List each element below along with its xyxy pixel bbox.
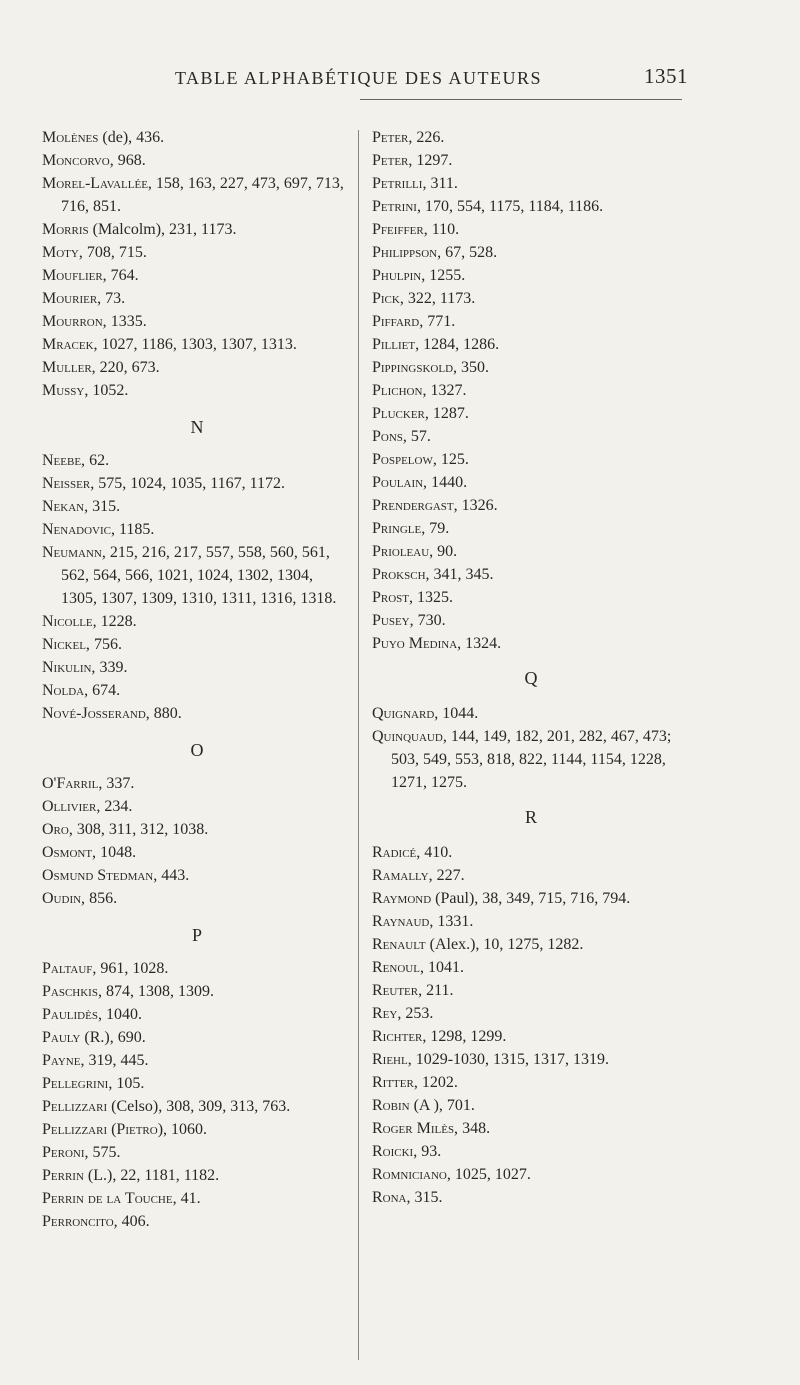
index-entry: [372, 864, 690, 887]
page-references: 62.: [89, 452, 110, 469]
author-name: Prost,: [372, 589, 414, 606]
author-name: Riehl,: [372, 1051, 412, 1068]
index-entry: [42, 887, 352, 910]
author-name: Puyo Medina,: [372, 635, 462, 652]
page-references: 79.: [429, 520, 450, 537]
page-references: 1335.: [110, 313, 147, 330]
page-references: 1025, 1027.: [454, 1166, 531, 1183]
author-name: Raynaud,: [372, 913, 434, 930]
page-references: 234.: [104, 798, 133, 815]
page-references: 1052.: [92, 382, 129, 399]
page-references: 575.: [92, 1144, 121, 1161]
index-entry: [372, 126, 690, 149]
index-entry: [42, 633, 352, 656]
page-references: 319, 445.: [88, 1052, 149, 1069]
index-entry: [42, 472, 352, 495]
author-name: Pons,: [372, 428, 407, 445]
section-letter-n: N: [190, 417, 204, 437]
author-name: Moty,: [42, 244, 83, 261]
index-entry: [42, 126, 352, 149]
page-references: 410.: [424, 844, 453, 861]
page-references: 308, 311, 312, 1038.: [76, 821, 209, 838]
page-references: 341, 345.: [433, 566, 494, 583]
page-references: 1298, 1299.: [430, 1028, 507, 1045]
index-entry: [42, 864, 352, 887]
author-name: Mourier,: [42, 290, 102, 307]
header-rule: [360, 99, 682, 100]
page-references: 253.: [405, 1005, 434, 1022]
page-references: 226.: [416, 129, 445, 146]
page-references: (L.), 22, 1181, 1182.: [87, 1167, 220, 1184]
index-entry: [372, 702, 690, 725]
index-entry: [42, 1095, 352, 1118]
index-entry: [42, 1118, 352, 1141]
author-name: Pellegrini,: [42, 1075, 113, 1092]
index-entry: [372, 887, 690, 910]
index-entry: [42, 264, 352, 287]
index-entry: [372, 333, 690, 356]
author-name: Rey,: [372, 1005, 402, 1022]
page-references: 144, 149, 182, 201, 282, 467, 473; 503, 549, 553, 818, 822, 1144, 1154, 1228, 1271, 1275.: [391, 728, 672, 791]
section-letter-p: P: [191, 925, 202, 945]
author-name: Petrini,: [372, 198, 421, 215]
page-references: 105.: [116, 1075, 145, 1092]
page-references: 1255.: [429, 267, 466, 284]
index-entry: [42, 356, 352, 379]
index-entry: [42, 287, 352, 310]
author-name: Neisser,: [42, 475, 95, 492]
index-entry: [372, 517, 690, 540]
page-references: 1060.: [171, 1121, 208, 1138]
page-references: 1029-1030, 1315, 1317, 1319.: [415, 1051, 610, 1068]
index-entry: [372, 540, 690, 563]
author-name: Pringle,: [372, 520, 426, 537]
left-column: [42, 126, 352, 1233]
column-divider: [358, 130, 359, 1360]
author-name: O'Farril,: [42, 775, 103, 792]
index-entry: [42, 980, 352, 1003]
page-references: 961, 1028.: [100, 960, 169, 977]
page-references: (R.), 690.: [84, 1029, 146, 1046]
author-group-p-cont: [372, 126, 690, 655]
page-references: 211.: [426, 982, 454, 999]
author-name: Petrilli,: [372, 175, 427, 192]
page-references: 1041.: [427, 959, 464, 976]
page-references: 1440.: [431, 474, 468, 491]
index-entry: [42, 149, 352, 172]
author-name: Quinquaud,: [372, 728, 447, 745]
author-group-o: [42, 772, 352, 910]
index-entry: [372, 1117, 690, 1140]
author-name: Paschkis,: [42, 983, 102, 1000]
index-entry: [372, 956, 690, 979]
page-references: (de), 436.: [102, 129, 165, 146]
page-references: 1331.: [437, 913, 474, 930]
author-name: Roger Milès,: [372, 1120, 459, 1137]
page-references: (Alex.), 10, 1275, 1282.: [429, 936, 584, 953]
page-references: 93.: [421, 1143, 442, 1160]
page-references: 348.: [462, 1120, 491, 1137]
author-name: Poulain,: [372, 474, 428, 491]
index-entry: [372, 425, 690, 448]
page-references: 443.: [161, 867, 190, 884]
author-name: Nenadovic,: [42, 521, 115, 538]
author-name: Moncorvo,: [42, 152, 114, 169]
author-name: Pellizzari (Pietro),: [42, 1121, 168, 1138]
index-entry: [42, 333, 352, 356]
page-references: 311.: [430, 175, 458, 192]
author-name: Nickel,: [42, 636, 90, 653]
index-entry: [372, 979, 690, 1002]
index-entry: [372, 563, 690, 586]
page-references: 1324.: [465, 635, 502, 652]
index-entry: [372, 402, 690, 425]
page-references: 67, 528.: [445, 244, 498, 261]
section-letter-r: R: [524, 807, 537, 827]
author-name: Pilliet,: [372, 336, 420, 353]
author-name: Perroncito,: [42, 1213, 118, 1230]
author-name: Peter,: [372, 129, 413, 146]
index-entry: [42, 841, 352, 864]
page-references: 856.: [89, 890, 118, 907]
page-references: 968.: [117, 152, 146, 169]
author-name: Prioleau,: [372, 543, 434, 560]
page-references: 227.: [436, 867, 465, 884]
index-entry: [42, 518, 352, 541]
author-name: Osmund Stedman,: [42, 867, 158, 884]
author-name: Rona,: [372, 1189, 411, 1206]
author-name: Nové-Josserand,: [42, 705, 150, 722]
page-references: 110.: [431, 221, 460, 238]
author-name: Prendergast,: [372, 497, 458, 514]
author-name: Payne,: [42, 1052, 85, 1069]
page-references: 1044.: [442, 705, 479, 722]
running-title: TABLE ALPHABÉTIQUE DES AUTEURS: [175, 68, 543, 88]
index-entry: [372, 149, 690, 172]
index-entry: [372, 1048, 690, 1071]
author-name: Neebe,: [42, 452, 86, 469]
index-entry: [372, 356, 690, 379]
author-name: Perrin de la Touche,: [42, 1190, 177, 1207]
author-name: Nolda,: [42, 682, 89, 699]
author-name: Oudin,: [42, 890, 86, 907]
page-references: 170, 554, 1175, 1184, 1186.: [424, 198, 604, 215]
author-name: Nicolle,: [42, 613, 97, 630]
page-references: 674.: [92, 682, 121, 699]
page-references: 1027, 1186, 1303, 1307, 1313.: [101, 336, 297, 353]
index-entry: [372, 1071, 690, 1094]
author-name: Nekan,: [42, 498, 89, 515]
page-references: 1287.: [432, 405, 469, 422]
author-group-q: [372, 702, 690, 794]
author-name: Quignard,: [372, 705, 439, 722]
index-entry: [42, 610, 352, 633]
author-name: Oro,: [42, 821, 73, 838]
index-entry: [42, 541, 352, 610]
index-entry: [42, 218, 352, 241]
author-name: Raymond: [372, 890, 432, 907]
index-entry: [372, 609, 690, 632]
page-references: 90.: [437, 543, 458, 560]
page-references: 756.: [93, 636, 122, 653]
page-references: 575, 1024, 1035, 1167, 1172.: [98, 475, 286, 492]
page-references: 1327.: [430, 382, 467, 399]
author-name: Pick,: [372, 290, 404, 307]
author-name: Renoul,: [372, 959, 424, 976]
index-entry: [372, 379, 690, 402]
index-entry: [372, 910, 690, 933]
page-references: 337.: [106, 775, 135, 792]
author-name: Nikulin,: [42, 659, 96, 676]
index-entry: [372, 1186, 690, 1209]
index-entry: [372, 586, 690, 609]
author-name: Pauly: [42, 1029, 81, 1046]
page-references: 125.: [440, 451, 469, 468]
index-entry: [372, 1140, 690, 1163]
author-name: Paulidès,: [42, 1006, 102, 1023]
author-name: Morris: [42, 221, 89, 238]
page-references: 322, 1173.: [407, 290, 476, 307]
page-references: 406.: [121, 1213, 150, 1230]
author-name: Perrin: [42, 1167, 84, 1184]
page-references: 41.: [180, 1190, 201, 1207]
page-references: 1297.: [416, 152, 453, 169]
author-name: Pospelow,: [372, 451, 437, 468]
author-name: Neumann,: [42, 544, 106, 561]
page-references: 1284, 1286.: [423, 336, 500, 353]
author-name: Mussy,: [42, 382, 89, 399]
author-name: Pellizzari: [42, 1098, 108, 1115]
index-entry: [372, 310, 690, 333]
section-letter-o: O: [190, 740, 204, 760]
page-references: 57.: [410, 428, 431, 445]
author-name: Pusey,: [372, 612, 414, 629]
author-name: Peroni,: [42, 1144, 89, 1161]
index-entry: [42, 1187, 352, 1210]
index-entry: [42, 702, 352, 725]
author-name: Roicki,: [372, 1143, 418, 1160]
index-entry: [372, 448, 690, 471]
page-references: 764.: [110, 267, 139, 284]
index-entry: [42, 1141, 352, 1164]
author-name: Ritter,: [372, 1074, 418, 1091]
page-references: (Malcolm), 231, 1173.: [92, 221, 237, 238]
author-name: Molènes: [42, 129, 99, 146]
author-name: Proksch,: [372, 566, 430, 583]
author-name: Mouflier,: [42, 267, 107, 284]
index-entry: [42, 1049, 352, 1072]
page-references: (Celso), 308, 309, 313, 763.: [111, 1098, 291, 1115]
index-entry: [42, 818, 352, 841]
index-entry: [372, 841, 690, 864]
index-entry: [42, 1026, 352, 1049]
author-name: Paltauf,: [42, 960, 97, 977]
author-group-n: [42, 449, 352, 725]
index-entry: [42, 1072, 352, 1095]
index-entry: [372, 1002, 690, 1025]
page-references: 315.: [414, 1189, 443, 1206]
author-name: Ramally,: [372, 867, 433, 884]
page-references: 158, 163, 227, 473, 697, 713, 716, 851.: [61, 175, 344, 215]
index-entry: [42, 772, 352, 795]
index-entry: [372, 1025, 690, 1048]
index-entry: [372, 933, 690, 956]
page-references: 730.: [417, 612, 446, 629]
index-entry: [42, 449, 352, 472]
index-entry: [42, 1003, 352, 1026]
author-name: Pippingskold,: [372, 359, 458, 376]
author-name: Radicé,: [372, 844, 421, 861]
page-references: 220, 673.: [99, 359, 160, 376]
page-references: 1048.: [100, 844, 137, 861]
index-entry: [372, 287, 690, 310]
page-references: 1325.: [417, 589, 454, 606]
page-references: (A ), 701.: [413, 1097, 475, 1114]
author-name: Robin: [372, 1097, 410, 1114]
index-entry: [372, 1094, 690, 1117]
index-entry: [372, 241, 690, 264]
page-references: 880.: [153, 705, 182, 722]
page-references: 339.: [99, 659, 128, 676]
index-entry: [372, 172, 690, 195]
right-column: [372, 126, 690, 1209]
page-references: 350.: [461, 359, 490, 376]
index-entry: [372, 471, 690, 494]
page-references: 215, 216, 217, 557, 558, 560, 561, 562, 564, 566, 1021, 1024, 1302, 1304, 1305, 1307, 1309, 1310, 1311, 1316, 1318.: [61, 544, 337, 607]
page-references: 771.: [427, 313, 456, 330]
page-references: 1202.: [421, 1074, 458, 1091]
author-name: Philippson,: [372, 244, 442, 261]
page-references: 315.: [92, 498, 121, 515]
author-name: Romniciano,: [372, 1166, 451, 1183]
author-name: Renault: [372, 936, 426, 953]
page-references: 874, 1308, 1309.: [105, 983, 214, 1000]
author-name: Piffard,: [372, 313, 424, 330]
index-entry: [42, 241, 352, 264]
page-references: 708, 715.: [86, 244, 147, 261]
author-name: Reuter,: [372, 982, 423, 999]
author-group-p: [42, 957, 352, 1233]
index-entry: [372, 725, 690, 794]
index-entry: [42, 679, 352, 702]
author-name: Peter,: [372, 152, 413, 169]
page-number: 1351: [644, 64, 688, 88]
index-entry: [42, 379, 352, 402]
index-entry: [42, 310, 352, 333]
page-references: 1040.: [105, 1006, 142, 1023]
index-entry: [42, 1210, 352, 1233]
author-name: Mourron,: [42, 313, 107, 330]
section-letter-q: Q: [524, 668, 538, 688]
author-group-r: [372, 841, 690, 1209]
page-references: 73.: [105, 290, 126, 307]
author-name: Osmont,: [42, 844, 97, 861]
author-name: Pfeiffer,: [372, 221, 428, 238]
author-name: Phulpin,: [372, 267, 426, 284]
index-entry: [42, 957, 352, 980]
index-entry: [372, 195, 690, 218]
author-name: Muller,: [42, 359, 96, 376]
index-entry: [42, 172, 352, 218]
page-references: 1326.: [461, 497, 498, 514]
index-entry: [372, 494, 690, 517]
author-name: Plucker,: [372, 405, 429, 422]
author-name: Richter,: [372, 1028, 427, 1045]
author-name: Plichon,: [372, 382, 427, 399]
index-entry: [372, 1163, 690, 1186]
index-entry: [42, 1164, 352, 1187]
index-entry: [372, 218, 690, 241]
author-group-m: [42, 126, 352, 402]
index-entry: [372, 632, 690, 655]
page-references: (Paul), 38, 349, 715, 716, 794.: [435, 890, 631, 907]
index-entry: [372, 264, 690, 287]
index-entry: [42, 795, 352, 818]
index-entry: [42, 495, 352, 518]
author-name: Mracek,: [42, 336, 98, 353]
index-entry: [42, 656, 352, 679]
author-name: Ollivier,: [42, 798, 101, 815]
page-references: 1228.: [100, 613, 137, 630]
page-references: 1185.: [119, 521, 155, 538]
author-name: Morel-Lavallée,: [42, 175, 152, 192]
